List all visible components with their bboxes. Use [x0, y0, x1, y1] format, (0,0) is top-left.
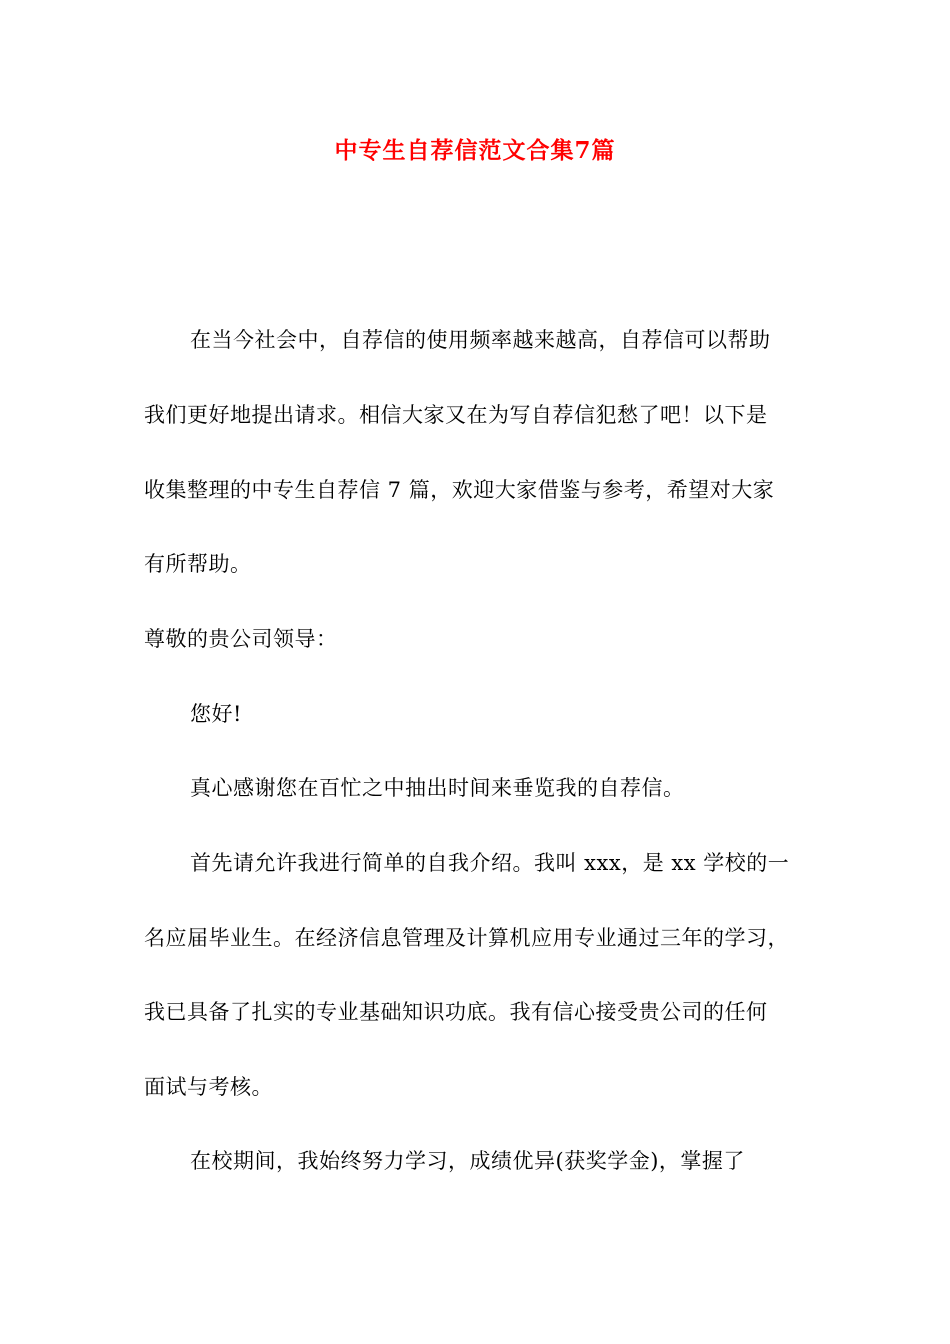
self-intro-line-2: 名应届毕业生。在经济信息管理及计算机应用专业通过三年的学习， [144, 926, 789, 950]
intro-line-2: 我们更好地提出请求。相信大家又在为写自荐信犯愁了吧！以下是 [144, 403, 768, 427]
self-intro-line-4: 面试与考核。 [144, 1075, 273, 1099]
document-title: 中专生自荐信范文合集7篇 [334, 137, 616, 164]
school-line-1: 在校期间，我始终努力学习，成绩优异(获奖学金)，掌握了 [190, 1149, 745, 1173]
salutation: 尊敬的贵公司领导： [144, 627, 338, 651]
intro-line-1: 在当今社会中，自荐信的使用频率越来越高，自荐信可以帮助 [190, 328, 771, 352]
intro-line-3: 收集整理的中专生自荐信 7 篇，欢迎大家借鉴与参考，希望对大家 [144, 478, 775, 502]
self-intro-line-1: 首先请允许我进行简单的自我介绍。我叫 xxx，是 xx 学校的一 [190, 851, 790, 875]
greeting: 您好! [190, 702, 242, 726]
thanks-line: 真心感谢您在百忙之中抽出时间来垂览我的自荐信。 [190, 776, 685, 800]
self-intro-line-3: 我已具备了扎实的专业基础知识功底。我有信心接受贵公司的任何 [144, 1000, 768, 1024]
intro-line-4: 有所帮助。 [144, 552, 252, 576]
